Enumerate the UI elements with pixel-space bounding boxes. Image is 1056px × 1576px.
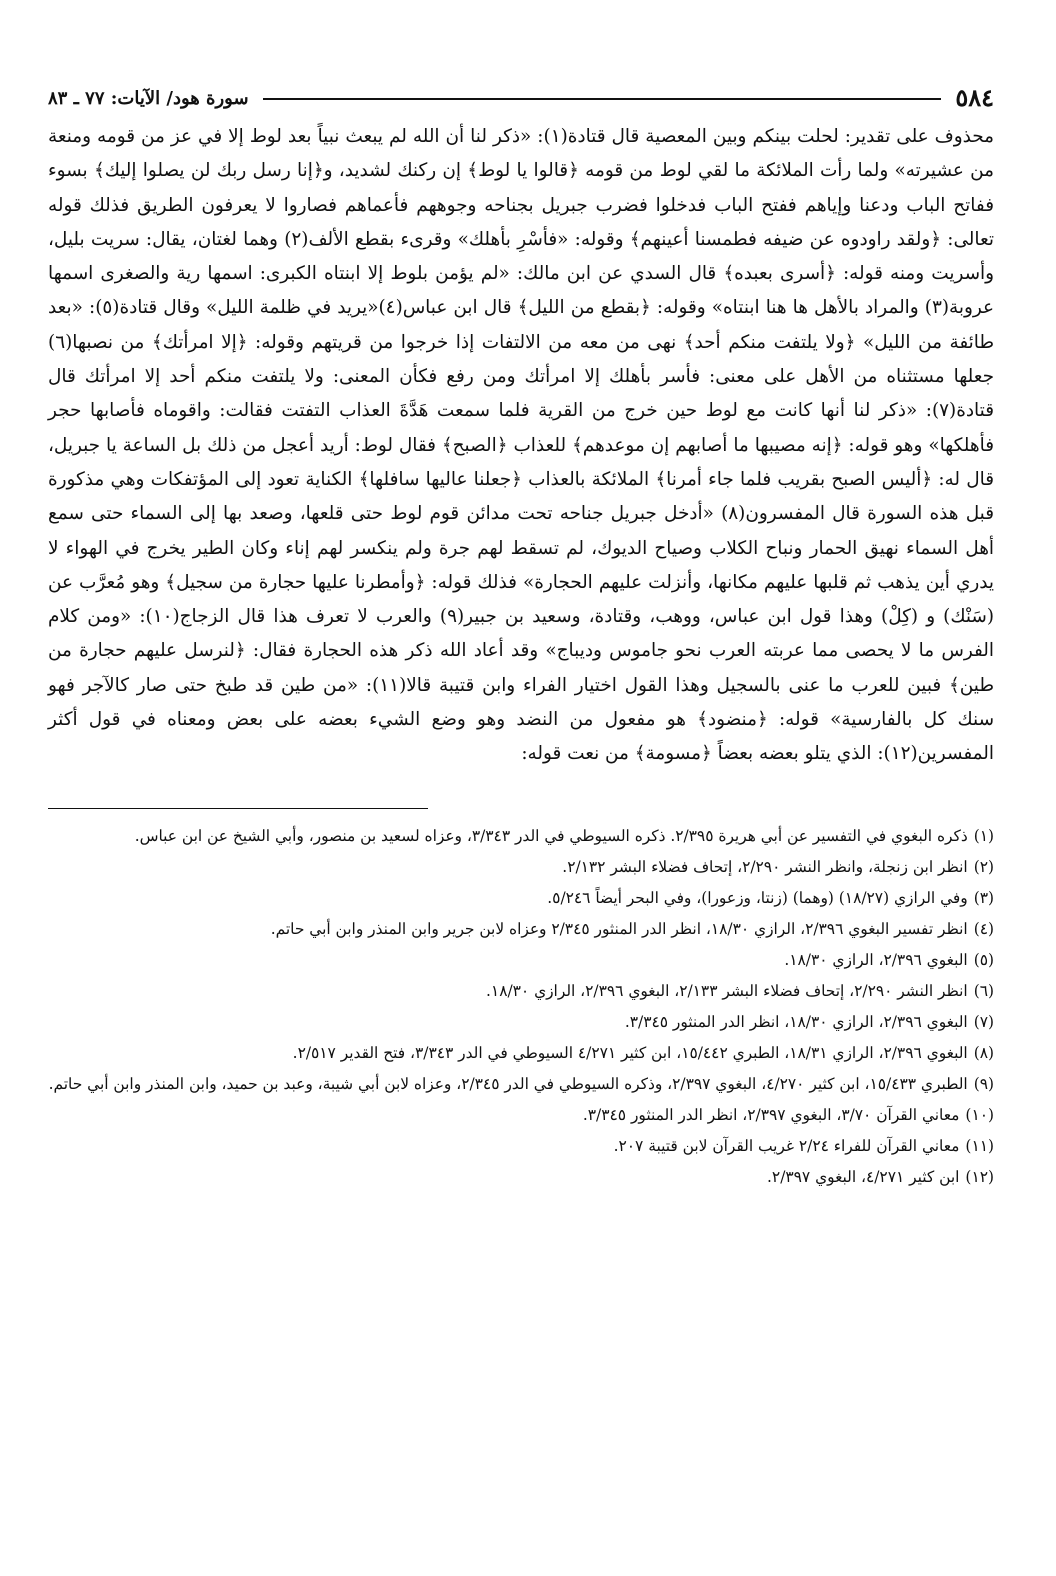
footnote-item — [48, 1071, 994, 1098]
footnote-text: ذكره البغوي في التفسير عن أبي هريرة ٢/٣٩٥. ذكره السيوطي في الدر ٣/٣٤٣، وعزاه لسعيد بن منصور، وأبي الشيخ عن ابن عباس. — [134, 826, 968, 845]
footnote-number: (١١) — [965, 1136, 994, 1155]
footnote-text: انظر ابن زنجلة، وانظر النشر ٢/٢٩٠، إتحاف فضلاء البشر ٢/١٣٢. — [562, 857, 968, 876]
book-page — [48, 76, 994, 1536]
footnote-item — [48, 916, 994, 943]
footnote-text: انظر تفسير البغوي ٢/٣٩٦، الرازي ١٨/٣٠، انظر الدر المنثور ٢/٣٤٥ وعزاه لابن جرير وابن المنذر وابن أبي حاتم. — [270, 919, 968, 938]
page-number: ٥٨٤ — [955, 83, 994, 112]
footnote-number: (٤) — [973, 919, 994, 938]
footnote-number: (٣) — [973, 888, 994, 907]
footnote-item — [48, 823, 994, 850]
footnote-item — [48, 978, 994, 1005]
footnote-number: (١٠) — [965, 1105, 994, 1124]
footnote-number: (٦) — [973, 981, 994, 1000]
footnote-text: وفي الرازي (١٨/٢٧) (وهما) (زنتا، وزعورا)، وفي البحر أيضاً ٥/٢٤٦. — [547, 888, 968, 907]
footnote-number: (٨) — [973, 1043, 994, 1062]
footnote-item — [48, 854, 994, 881]
footnote-item — [48, 1009, 994, 1036]
footnote-text: البغوي ٢/٣٩٦، الرازي ١٨/٣٠. — [784, 950, 968, 969]
page-header — [48, 76, 994, 110]
main-text: محذوف على تقدير: لحلت بينكم وبين المعصية قال قتادة(١): «ذكر لنا أن الله لم يبعث نبياً بعد لوط إلا في عز من قومه ومنعة من عشيرته» ولما رأت الملائكة ما لقي لوط من قومه ﴿قالوا يا لوط﴾ إن ركنك لشديد، و﴿إنا رسل ربك لن يصلوا إليك﴾ بسوء ففاتح الباب ودعنا وإياهم ففتح الباب فدخلوا فضرب جبريل بجناحه وجوههم فأعماهم فصاروا لا يعرفون الطريق فذلك قوله تعالى: ﴿ولقد راودوه عن ضيفه فطمسنا أعينهم﴾ وقوله: «فأسْرِ بأهلك» وقرىء بقطع الألف(٢) وهما لغتان، يقال: سريت بليل، وأسريت ومنه قوله: ﴿أسرى بعبده﴾ قال السدي عن ابن مالك: «لم يؤمن بلوط إلا ابنتاه الكبرى: اسمها رية والصغرى اسمها عروبة(٣) والمراد بالأهل ها هنا ابنتاه» وقوله: ﴿بقطع من الليل﴾ قال ابن عباس(٤)«يريد في ظلمة الليل» وقال قتادة(٥): «بعد طائفة من الليل» ﴿ولا يلتفت منكم أحد﴾ نهى من معه من الالتفات إذا خرجوا من قريتهم وقوله: ﴿إلا امرأتك﴾ من نصبها(٦) جعلها مستثناه من الأهل على معنى: فأسر بأهلك إلا امرأتك ومن رفع فكأن المعنى: ولا يلتفت منكم أحد إلا امرأتك قال قتادة(٧): «ذكر لنا أنها كانت مع لوط حين خرج من القرية فلما سمعت هَدَّةَ العذاب التفتت فقالت: واقوماه فأصابها حجر فأهلكها» وهو قوله: ﴿إنه مصيبها ما أصابهم إن موعدهم﴾ للعذاب ﴿الصبح﴾ فقال لوط: أريد أعجل من ذلك بل الساعة يا جبريل، قال له: ﴿أليس الصبح بقريب فلما جاء أمرنا﴾ الملائكة بالعذاب ﴿جعلنا عاليها سافلها﴾ الكناية تعود إلى المؤتفكات وهي مذكورة قبل هذه السورة قال المفسرون(٨) «أدخل جبريل جناحه تحت مدائن قوم لوط حتى قلعها، وصعد بها إلى السماء حتى سمع أهل السماء نهيق الحمار ونباح الكلاب وصياح الديوك، لم تسقط لهم جرة ولم ينكسر لهم إناء وكان الطير يخرج في الهواء لا يدري أين يذهب ثم قلبها عليهم مكانها، وأنزلت عليهم الحجارة» فذلك قوله: ﴿وأمطرنا عليها حجارة من سجيل﴾ وهو مُعرَّب عن (سَنْك) و (كِلْ) وهذا قول ابن عباس، ووهب، وقتادة، وسعيد بن جبير(٩) والعرب لا تعرف هذا قال الزجاج(١٠): «ومن كلام الفرس ما لا يحصى مما عربته العرب نحو جاموس وديباج» وقد أعاد الله ذكر هذه الحجارة فقال: ﴿لنرسل عليهم حجارة من طين﴾ فبين للعرب ما عنى بالسجيل وهذا القول اختيار الفراء وابن قتيبة قالا(١١): «من طين قد طبخ حتى صار كالآجر فهو سنك كل بالفارسية» قوله: ﴿منضود﴾ هو مفعول من النضد وهو وضع الشيء بعضه على بعض ومعناه في قول أكثر المفسرين(١٢): الذي يتلو بعضه بعضاً ﴿مسومة﴾ من نعت قوله: — [48, 126, 995, 765]
footnotes-list — [48, 823, 994, 1191]
footnote-text: معاني القرآن ٣/٧٠، البغوي ٢/٣٩٧، انظر الدر المنثور ٣/٣٤٥. — [582, 1105, 960, 1124]
footnote-number: (١) — [973, 826, 994, 845]
footnote-item — [48, 1102, 994, 1129]
footnote-text: معاني القرآن للفراء ٢/٢٤ غريب القرآن لابن قتيبة ٢٠٧. — [613, 1136, 960, 1155]
footnote-number: (٥) — [973, 950, 994, 969]
footnote-text: انظر النشر ٢/٢٩٠، إتحاف فضلاء البشر ٢/١٣٣، البغوي ٢/٣٩٦، الرازي ١٨/٣٠. — [486, 981, 968, 1000]
footnote-separator — [48, 808, 428, 809]
running-title: سورة هود/ الآيات: ٧٧ ـ ٨٣ — [48, 88, 249, 110]
footnote-number: (٩) — [973, 1074, 994, 1093]
footnote-item — [48, 947, 994, 974]
header-rule — [263, 98, 942, 100]
footnote-item — [48, 885, 994, 912]
footnote-text: البغوي ٢/٣٩٦، الرازي ١٨/٣١، الطبري ١٥/٤٤٢، ابن كثير ٤/٢٧١ السيوطي في الدر ٣/٣٤٣، فتح القدير ٢/٥١٧. — [292, 1043, 968, 1062]
footnote-number: (٧) — [973, 1012, 994, 1031]
footnote-text: البغوي ٢/٣٩٦، الرازي ١٨/٣٠، انظر الدر المنثور ٣/٣٤٥. — [624, 1012, 968, 1031]
footnote-item — [48, 1040, 994, 1067]
footnote-text: ابن كثير ٤/٢٧١، البغوي ٢/٣٩٧. — [767, 1167, 960, 1186]
footnote-item — [48, 1164, 994, 1191]
footnote-number: (١٢) — [965, 1167, 994, 1186]
footnote-number: (٢) — [973, 857, 994, 876]
footnote-item — [48, 1133, 994, 1160]
footnote-text: الطبري ١٥/٤٣٣، ابن كثير ٤/٢٧٠، البغوي ٢/٣٩٧، وذكره السيوطي في الدر ٢/٣٤٥، وعزاه لابن أبي شيبة، وعبد بن حميد، وابن المنذر وابن أبي حاتم. — [48, 1074, 968, 1093]
